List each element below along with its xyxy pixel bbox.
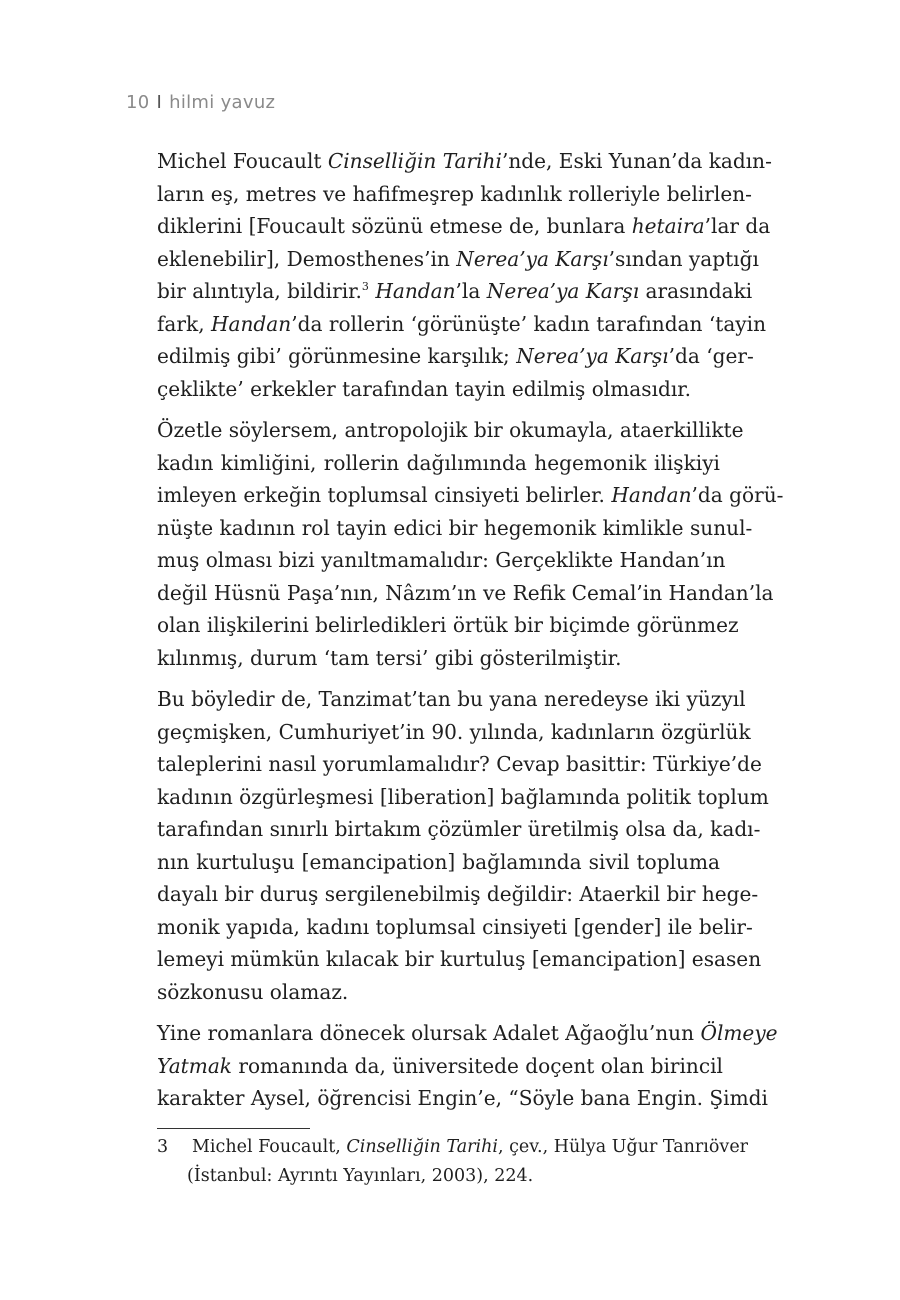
footnote-text-1: Michel Foucault, Cinselliğin Tarihi, çev., Hülya Uğur Tanrıöver (192, 1137, 749, 1157)
text-line: Yatmak romanında da, üniversitede doçent olan birincil (157, 1053, 723, 1078)
text-line: taleplerini nasıl yorumlamalıdır? Cevap basittir: Türkiye’de (157, 752, 762, 776)
text-line: eklenebilir], Demosthenes’in Nerea’ya Karşı’sından yaptığı (157, 246, 759, 271)
footnote-line-1 (157, 1133, 749, 1162)
paragraph (157, 683, 769, 1008)
running-head-author: hilmi yavuz (169, 92, 276, 113)
text-line: çeklikte’ erkekler tarafından tayin edilmiş olmasıdır. (157, 376, 692, 401)
text-line: dayalı bir duruş sergilenebilmiş değildir: Ataerkil bir hege- (157, 882, 759, 906)
footnote-line-2 (157, 1162, 720, 1191)
footnote-text-2: (İstanbul: Ayrıntı Yayınları, 2003), 224. (187, 1166, 534, 1186)
text-line: imleyen erkeğin toplumsal cinsiyeti belirler. Handan’da görü- (157, 483, 784, 507)
text-line: olan ilişkilerini belirledikleri örtük bir biçimde görünmez (157, 613, 739, 637)
text-line: tarafından sınırlı birtakım çözümler üretilmiş olsa da, kadı- (157, 817, 761, 841)
paragraph (157, 1017, 778, 1115)
text-line: fark, Handan’da rollerin ‘görünüşte’ kadın tarafından ‘tayin (157, 311, 767, 336)
text-line: Yine romanlara dönecek olursak Adalet Ağaoğlu’nun Ölmeye (157, 1021, 778, 1045)
text-line: kadının özgürleşmesi [liberation] bağlamında politik toplum (157, 784, 769, 809)
text-line: nüşte kadının rol tayin edici bir hegemonik kimlikle sunul- (157, 515, 753, 540)
page-number: 10 (126, 92, 150, 113)
text-line: kılınmış, durum ‘tam tersi’ gibi gösterilmiştir. (157, 645, 622, 670)
text-line: karakter Aysel, öğrencisi Engin’e, “Söyle bana Engin. Şimdi (157, 1086, 768, 1110)
footnote (157, 1133, 749, 1191)
paragraph (157, 414, 784, 674)
running-head-separator: I (156, 92, 163, 113)
footnote-rule (157, 1128, 310, 1129)
text-line: diklerini [Foucault sözünü etmese de, bunlara hetaira’lar da (157, 214, 771, 238)
footnote-number: 3 (157, 1137, 169, 1157)
text-line: değil Hüsnü Paşa’nın, Nâzım’ın ve Refik Cemal’in Handan’la (157, 580, 774, 605)
body-text (157, 145, 784, 1124)
text-line: Özetle söylersem, antropolojik bir okumayla, ataerkillikte (157, 418, 744, 442)
text-line: sözkonusu olamaz. (157, 979, 349, 1004)
text-line: muş olması bizi yanıltmamalıdır: Gerçeklikte Handan’ın (157, 548, 726, 572)
text-line: ların eş, metres ve hafifmeşrep kadınlık rolleriyle belirlen- (157, 181, 752, 206)
text-line: lemeyi mümkün kılacak bir kurtuluş [emancipation] esasen (157, 947, 762, 971)
text-line: Bu böyledir de, Tanzimat’tan bu yana neredeyse iki yüzyıl (157, 687, 746, 711)
text-line: edilmiş gibi’ görünmesine karşılık; Nerea’ya Karşı’da ‘ger- (157, 344, 754, 368)
text-line: Michel Foucault Cinselliğin Tarihi’nde, Eski Yunan’da kadın- (157, 149, 772, 173)
text-line: kadın kimliğini, rollerin dağılımında hegemonik ilişkiyi (157, 450, 720, 475)
text-line: nın kurtuluşu [emancipation] bağlamında sivil topluma (157, 849, 720, 874)
text-line: monik yapıda, kadını toplumsal cinsiyeti [gender] ile belir- (157, 914, 753, 939)
text-line: bir alıntıyla, bildirir.$^3$ Handan’la Nerea’ya Karşı arasındaki (157, 279, 753, 303)
text-line: geçmişken, Cumhuriyet’in 90. yılında, kadınların özgürlük (157, 719, 751, 744)
running-head (126, 92, 275, 113)
paragraph (157, 145, 772, 405)
